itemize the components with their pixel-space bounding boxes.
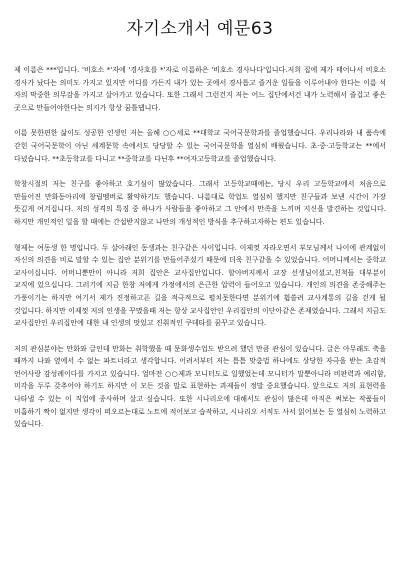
paragraph-education: 이름 못한편한 삶이도 성공한 인생인 저는 올해 ○○세로 **대학교 국어국문학과를 졸업했습니다. 우리나라와 내 품속에 갇힌 국어국문학이 아닌 세계문학 속에서도 당당할 수 있는 국어국문학을 열심히 배웠습니다. 초·중·고등학교는 **에서 다녔습니다. **초등학교를 다니고 **중학교를 다닌후 **여자고등학교를 졸업했습니다. [14, 129, 386, 163]
paragraph-introduction: 제 이름은 ***입니다. '비호소 *'자에 '경사호를 *'자로 이름하은 '비호소 경사나다'입니다.저희 집에 제가 태어나서 비호소 경사가 났다는 의미도 가지고 있지만 어디를 가든지 내가 있는 곳에서 경사롭고 즐거운 일들을 이루어내야 한다는 이름 석 자의 막중한 의무감을 가지고 살아가고 있습니다. 또한 그래서 그런건지 저는 어느 집단에서건 내가 노력해서 즐겁고 좋은 곳으로 만들어야한다는 의지가 항상 꿈틀댑니다. [14, 66, 386, 112]
paragraph-school-life: 학창시절의 저는 친구를 좋아하고 호기심이 많았습니다. 그래서 고등학교때에는, 당시 우리 고등학교에서 처음으로 만들어진 만화동아리에 창립멤버로 활약하기도 했습니다. 나름대로 학업도 열심히 했지만 친구들과 보낸 시간이 가장 뜻깊게 여겨집니다. 저의 성격의 특징 중 하나가 사람들을 좋아하고 그 안에서 만족을 느끼며 지신을 발견하는 것입니다. 하지만 개인적인 일을 할 때에는 간섭받지않고 나만의 개성적인 방식을 추구하고자하는 편도 있습니다. [14, 180, 386, 226]
paragraph-family: 형제는 여동생 한 명입니다. 두 살아래인 동생과는 친구같은 사이입니다. 이제껏 자라오면서 부모님께서 나이에 관계없이 자신의 의견을 비로 말할 수 있는 집안 분위기를 만들어주셨기 때문에 더욱 친구같을 수 있었습니다. 어머니께서는 중학교 교사이십니다. 어머니뿐만이 아니라 저희 집안은 교사집안입니다. 할아버지께서 교장 선생님이셨고,친척들 대부분이 교직에 있으십니다. 그러기에 지금 한창 저에게 가정에서의 은근한 압력이 들어오고 있습니다. 개인의 의견을 존중해주는 가풍이기는 하지만 여기서 제가 진정하고픈 길을 적극적으로 펼치못한다면 분위기에 휩쓸려 교사계통의 길을 걷게 될 것입니다. 하지만 이제껏 저의 인생을 꾸몄을때 저는 항상 교사집안인 우리집안의 이단아같은 존재였습니다. 그래서 지금도 교사집안인 우리집안에 대한 내 인생의 멋있고 진취적인 쿠데타를 꿈꾸고 있습니다. [14, 243, 386, 328]
paragraph-interests: 저의 관심분야는 만화와 글인데 만화는 취학했을 때 문화생수업도 받으려 했던 만큼 관심이 있습니다. 글은 아무래도 축을 때까지 나와 옆에서 수 없는 파트너라고 생각합니다. 어려서부터 저는 틈틈 맞춤법 하나에도 상당한 자극을 받는 초감적 언어사랑 감성례이다를 가지고 있습니다. 얼마전 ○○제과 모니터도로 일했었는데 모니터가 말뿐아니라 비판력과 예리함, 미각을 두루 갖추어야 하기도 하지만 이 모든 것을 말로 표현하는 과제들이 정말 중요했습니다. 앞으로도 저의 표현력을 나타낼 수 있는 이 직업에 종사하며 살고 싶습니다. 또한 시나리오에 대해서도 관심이 많은데 아직은 써보는 작품들이 미흡하기 짝이 없지만 생각이 떠오르는대로 노트에 적어보고 습작하고, 시나리오 서적도 사서 읽어보는 등 열심히 노력하고 있습니다. [14, 344, 386, 429]
document-title: 자기소개서 예문63 [126, 19, 274, 39]
